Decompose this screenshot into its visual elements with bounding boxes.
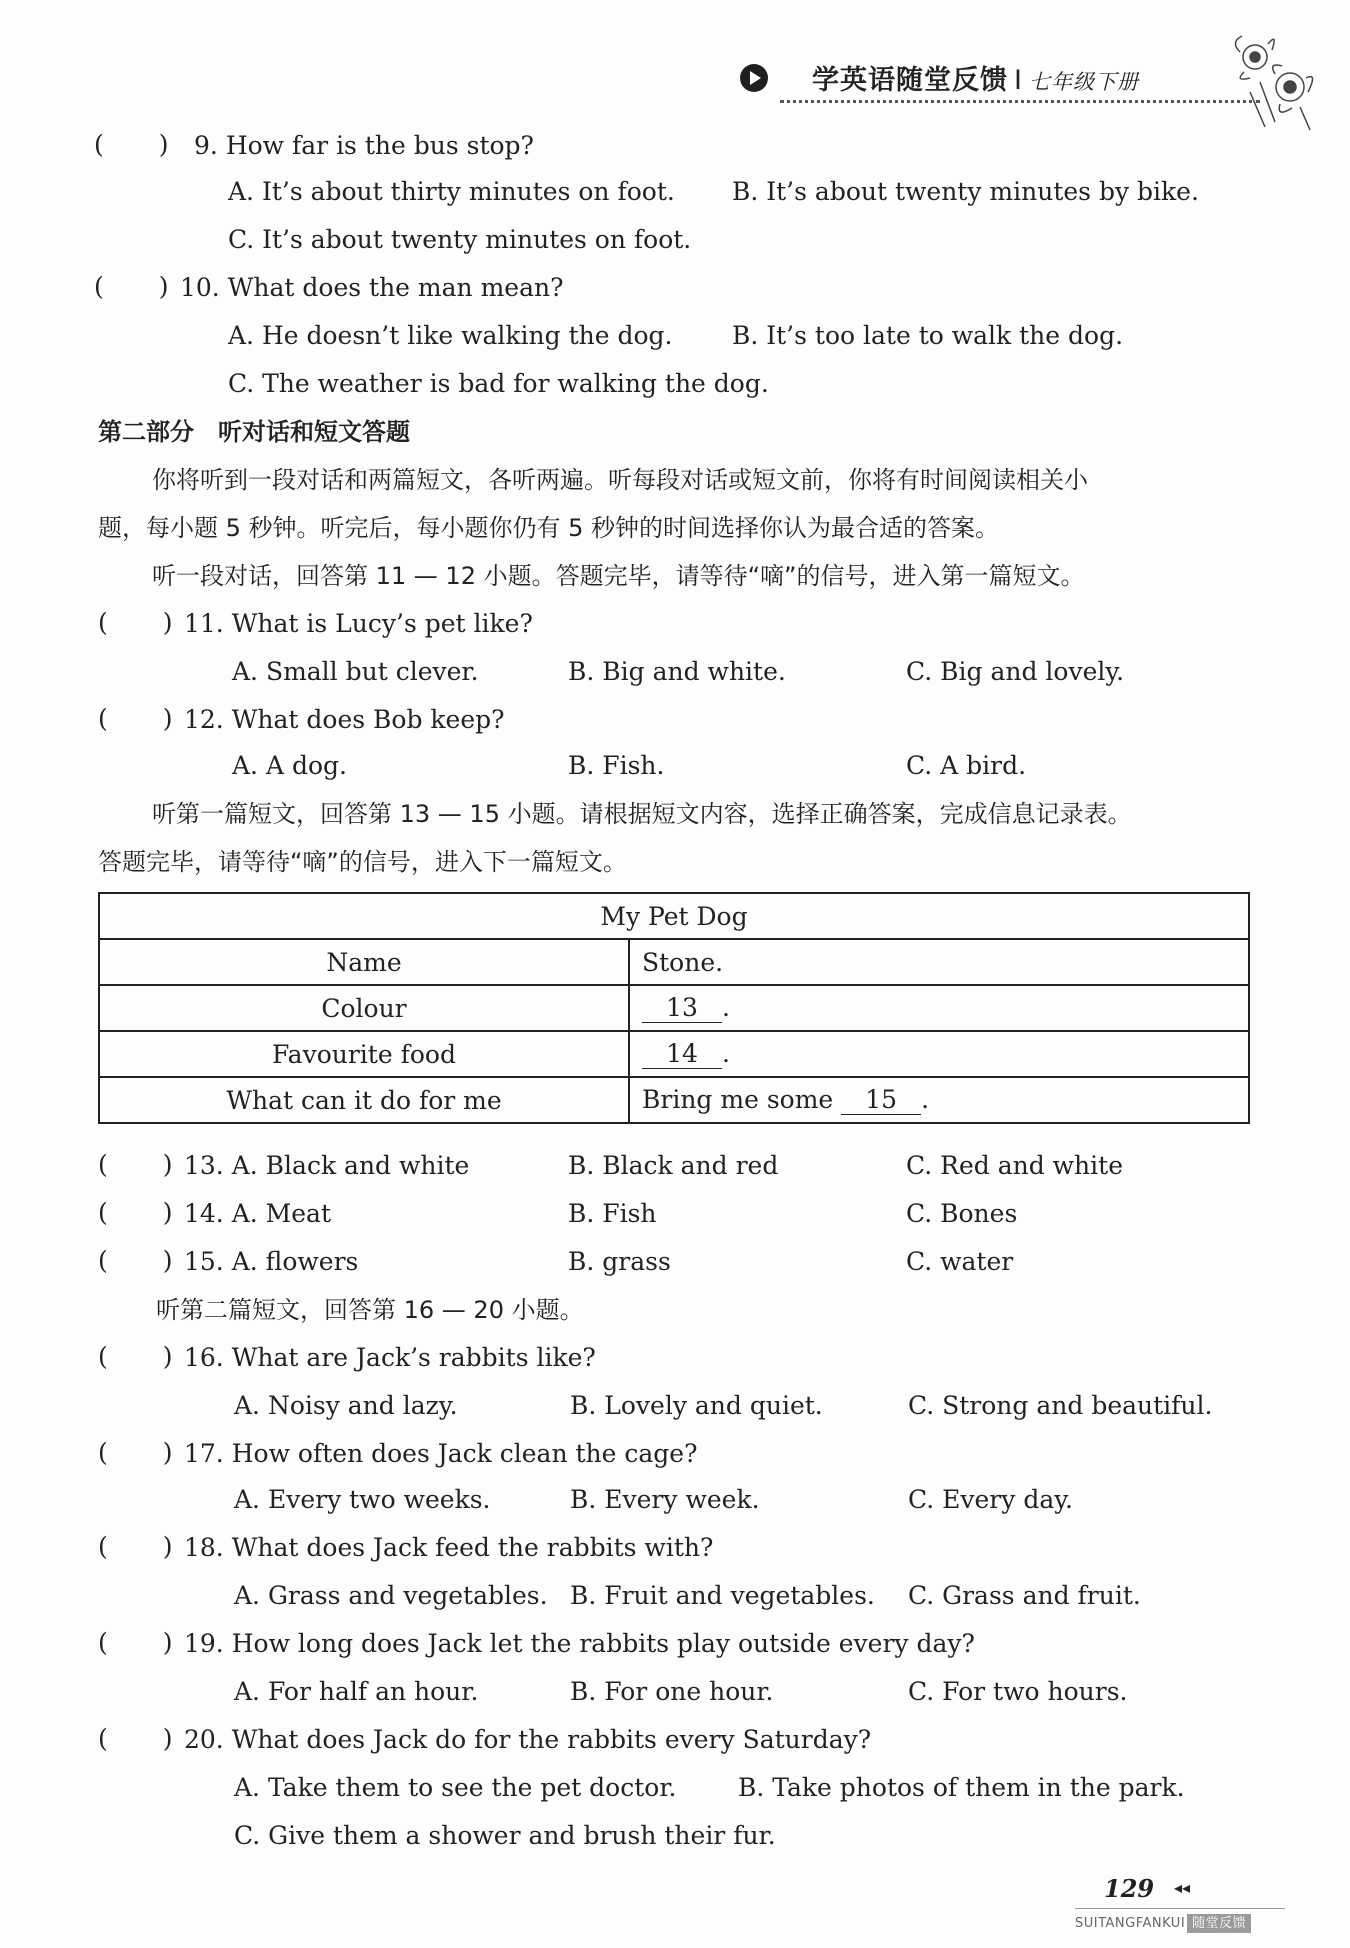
answer-blank: 14 [642,1039,722,1069]
question-12: 12. What does Bob keep? [184,705,505,734]
table-row [99,985,1249,1031]
option-14b: B. Fish [568,1199,657,1228]
table-label: Colour [99,985,629,1031]
option-9a: A. It’s about thirty minutes on foot. [228,177,675,206]
option-20a: A. Take them to see the pet doctor. [234,1773,677,1802]
option-13b: B. Black and red [568,1151,779,1180]
option-18a: A. Grass and vegetables. [234,1581,548,1610]
option-11a: A. Small but clever. [232,657,479,686]
table-row [99,893,1249,939]
page-number: 129 [1104,1874,1155,1903]
option-20b: B. Take photos of them in the park. [738,1773,1185,1802]
question-19: 19. How long does Jack let the rabbits play outside every day? [184,1629,975,1658]
table-value: Stone. [629,939,1249,985]
answer-paren: ( ) [98,1532,173,1561]
question-16: 16. What are Jack’s rabbits like? [184,1343,596,1372]
option-17b: B. Every week. [570,1485,760,1514]
answer-blank: 15 [841,1085,921,1115]
option-9c: C. It’s about twenty minutes on foot. [228,225,692,254]
question-9: 9. How far is the bus stop? [194,131,534,160]
answer-paren: ( ) [98,704,173,733]
answer-paren: ( ) [98,1628,173,1657]
option-11c: C. Big and lovely. [906,657,1125,686]
option-10a: A. He doesn’t like walking the dog. [228,321,673,350]
answer-paren: ( ) [98,1438,173,1467]
option-19b: B. For one hour. [570,1677,774,1706]
book-title [812,58,1139,97]
option-19c: C. For two hours. [908,1677,1128,1706]
question-15: 15. A. flowers [184,1247,359,1276]
option-15c: C. water [906,1247,1014,1276]
grade-label: 七年级下册 [1028,70,1139,94]
option-18b: B. Fruit and vegetables. [570,1581,875,1610]
play-icon [740,64,768,92]
option-10c: C. The weather is bad for walking the dog. [228,369,769,398]
title-separator: I [1014,65,1023,96]
table-value: Bring me some 15 . [629,1077,1249,1123]
table-title: My Pet Dog [99,893,1249,939]
answer-paren: ( ) [98,1150,173,1179]
table-value: 14 . [629,1031,1249,1077]
answer-blank: 13 [642,993,722,1023]
instruction-line: 你将听到一段对话和两篇短文，各听两遍。听每段对话或短文前，你将有时间阅读相关小 [152,466,1088,494]
table-value: 13 . [629,985,1249,1031]
answer-paren: ( ) [98,1724,173,1753]
option-20c: C. Give them a shower and brush their fur. [234,1821,776,1850]
option-13c: C. Red and white [906,1151,1123,1180]
table-row [99,939,1249,985]
answer-paren: ( ) [94,272,169,301]
option-9b: B. It’s about twenty minutes by bike. [732,177,1199,206]
info-table [98,892,1250,1124]
option-12c: C. A bird. [906,751,1027,780]
instruction-line: 题，每小题 5 秒钟。听完后，每小题你仍有 5 秒钟的时间选择你认为最合适的答案。 [98,514,1000,542]
answer-paren: ( ) [94,130,169,159]
question-17: 17. How often does Jack clean the cage? [184,1439,698,1468]
answer-paren: ( ) [98,1198,173,1227]
option-10b: B. It’s too late to walk the dog. [732,321,1124,350]
option-17c: C. Every day. [908,1485,1073,1514]
option-16a: A. Noisy and lazy. [234,1391,458,1420]
dialog-instruction: 听一段对话，回答第 11 — 12 小题。答题完毕，请等待“嘀”的信号，进入第一篇短文。 [152,562,1085,590]
question-20: 20. What does Jack do for the rabbits every Saturday? [184,1725,872,1754]
table-row [99,1031,1249,1077]
page-header [740,28,1280,108]
book-title-text: 学英语随堂反馈 [812,65,1008,96]
question-13: 13. A. Black and white [184,1151,470,1180]
flower-ornament-icon [1220,22,1330,132]
option-15b: B. grass [568,1247,671,1276]
answer-paren: ( ) [98,1342,173,1371]
table-row [99,1077,1249,1123]
option-16c: C. Strong and beautiful. [908,1391,1213,1420]
option-12b: B. Fish. [568,751,665,780]
table-label: Name [99,939,629,985]
footer-brand: SUITANGFANKUI 随堂反馈 [1075,1912,1251,1931]
option-11b: B. Big and white. [568,657,786,686]
answer-paren: ( ) [98,1246,173,1275]
question-11: 11. What is Lucy’s pet like? [184,609,533,638]
question-10: 10. What does the man mean? [180,273,564,302]
option-16b: B. Lovely and quiet. [570,1391,823,1420]
passage2-instruction: 听第二篇短文，回答第 16 — 20 小题。 [156,1296,584,1324]
question-18: 18. What does Jack feed the rabbits with? [184,1533,714,1562]
table-label: What can it do for me [99,1077,629,1123]
passage1-instruction: 答题完毕，请等待“嘀”的信号，进入下一篇短文。 [98,848,627,876]
section-title: 第二部分 听对话和短文答题 [98,418,410,446]
dotted-rule [780,100,1260,103]
option-14c: C. Bones [906,1199,1018,1228]
option-17a: A. Every two weeks. [234,1485,491,1514]
answer-paren: ( ) [98,608,173,637]
option-18c: C. Grass and fruit. [908,1581,1141,1610]
question-14: 14. A. Meat [184,1199,332,1228]
arrows-icon: ◂◂ [1174,1878,1191,1897]
footer-rule [1075,1908,1285,1909]
option-12a: A. A dog. [232,751,347,780]
table-label: Favourite food [99,1031,629,1077]
option-19a: A. For half an hour. [234,1677,479,1706]
passage1-instruction: 听第一篇短文，回答第 13 — 15 小题。请根据短文内容，选择正确答案，完成信息记录表。 [152,800,1132,828]
